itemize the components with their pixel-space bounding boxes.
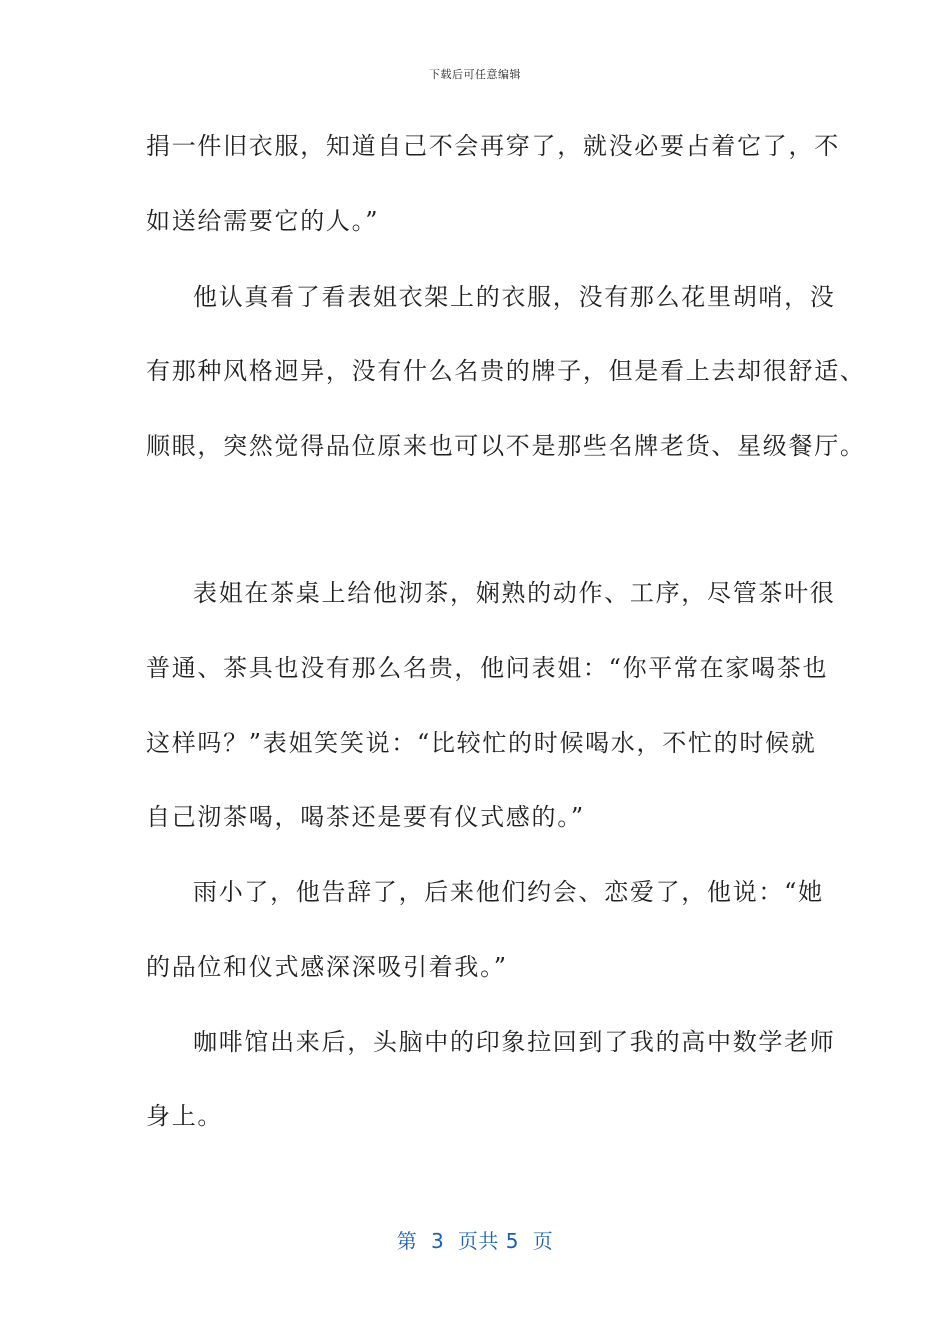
page-number-footer: 第 3 页共 5 页	[396, 1229, 554, 1253]
paragraph-first-line: 表姐在茶桌上给他沏茶，娴熟的动作、工序，尽管茶叶很	[193, 579, 836, 607]
body-line: 如送给需要它的人。”	[146, 207, 380, 235]
paragraph-first-line: 雨小了，他告辞了，后来他们约会、恋爱了，他说：“她	[193, 878, 824, 906]
body-line: 身上。	[146, 1102, 224, 1130]
body-line: 捐一件旧衣服，知道自己不会再穿了，就没必要占着它了，不	[146, 132, 840, 160]
body-line: 自己沏茶喝，喝茶还是要有仪式感的。”	[146, 803, 585, 831]
body-line: 普通、茶具也没有那么名贵，他问表姐：“你平常在家喝茶也	[146, 654, 829, 682]
paragraph-first-line: 他认真看了看表姐衣架上的衣服，没有那么花里胡哨，没	[193, 283, 836, 311]
body-line: 顺眼，突然觉得品位原来也可以不是那些名牌老货、星级餐厅。	[146, 432, 866, 460]
body-line: 的品位和仪式感深深吸引着我。”	[146, 953, 508, 981]
page-header: 下载后可任意编辑	[429, 68, 521, 81]
body-line: 这样吗？”表姐笑笑说：“比较忙的时候喝水，不忙的时候就	[146, 729, 817, 757]
body-line: 有那种风格迥异，没有什么名贵的牌子，但是看上去却很舒适、	[146, 357, 866, 385]
paragraph-first-line: 咖啡馆出来后，头脑中的印象拉回到了我的高中数学老师	[193, 1028, 836, 1056]
